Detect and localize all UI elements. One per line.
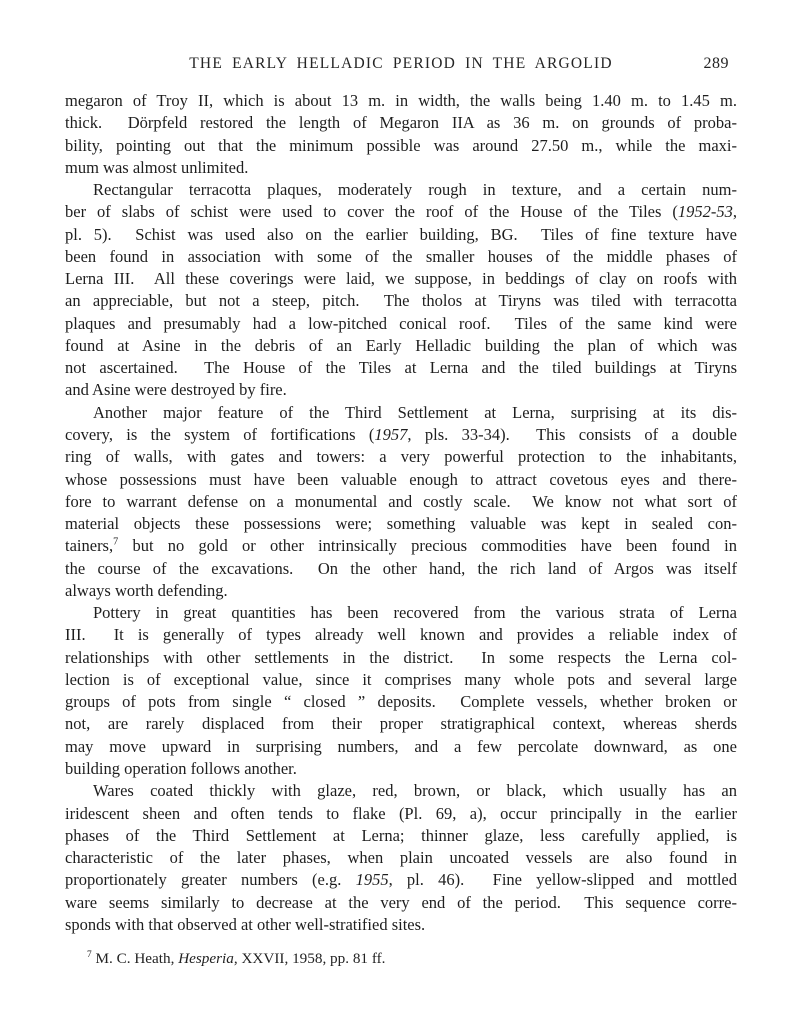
text-line: Rectangular terracotta plaques, moderately rough in texture, and a certain num- (93, 180, 737, 200)
text-line: fore to warrant defense on a monumental and costly scale. We know not what sort of (65, 491, 737, 511)
text-line: not ascertained. The House of the Tiles at Lerna and the tiled buildings at Tiryns (65, 358, 737, 378)
text-line: thick. Dörpfeld restored the length of Megaron IIA as 36 m. on grounds of proba- (65, 113, 737, 133)
text-line: ware seems similarly to decrease at the very end of the period. This sequence corre- (65, 892, 737, 912)
text-line: characteristic of the later phases, when plain uncoated vessels are also found in (65, 848, 737, 868)
text-line: iridescent sheen and often tends to flake (Pl. 69, a), occur principally in the earlier (65, 803, 737, 823)
text-line: plaques and presumably had a low-pitched conical roof. Tiles of the same kind were (65, 313, 737, 333)
footnote: $^7$ M. C. Heath, Hesperia, XXVII, 1958, pp. 81 ff. (87, 949, 386, 967)
text-line: relationships with other settlements in the district. In some respects the Lerna col- (65, 647, 737, 667)
paragraph (65, 780, 737, 936)
text-line: building operation follows another. (65, 758, 297, 778)
text-line: covery, is the system of fortifications (1957, pls. 33-34). This consists of a double (65, 424, 737, 444)
text-line: lection is of exceptional value, since it comprises many whole pots and several large (65, 669, 737, 689)
page-title: THE EARLY HELLADIC PERIOD IN THE ARGOLID (189, 55, 613, 72)
running-header (65, 55, 737, 77)
text-line: an appreciable, but not a steep, pitch. The tholos at Tiryns was tiled with terracotta (65, 291, 737, 311)
text-line: material objects these possessions were; something valuable was kept in sealed con- (65, 514, 737, 534)
paragraph (65, 402, 737, 602)
text-line: Lerna III. All these coverings were laid, we suppose, in beddings of clay on roofs with (65, 269, 737, 289)
text-line: megaron of Troy II, which is about 13 m. in width, the walls being 1.40 m. to 1.45 m. (65, 91, 737, 110)
page-number: 289 (703, 55, 729, 72)
text-line: III. It is generally of types already well known and provides a reliable index of (65, 625, 737, 645)
text-line: ber of slabs of schist were used to cover the roof of the House of the Tiles (1952-53, (65, 202, 737, 222)
paragraph (65, 90, 737, 179)
text-line: mum was almost unlimited. (65, 157, 249, 177)
text-line: phases of the Third Settlement at Lerna; thinner glaze, less carefully applied, is (65, 825, 737, 845)
text-line: the course of the excavations. On the other hand, the rich land of Argos was itself (65, 558, 737, 578)
text-line: and Asine were destroyed by fire. (65, 380, 287, 400)
text-line: Wares coated thickly with glaze, red, brown, or black, which usually has an (93, 781, 737, 801)
text-line: found at Asine in the debris of an Early Helladic building the plan of which was (65, 335, 737, 355)
text-line: tainers,$^7$ but no gold or other intrinsically precious commodities have been found in (65, 536, 737, 556)
text-line: been found in association with some of the smaller houses of the middle phases of (65, 246, 737, 266)
text-line: groups of pots from single “ closed ” deposits. Complete vessels, whether broken or (65, 692, 737, 712)
text-line: always worth defending. (65, 580, 228, 600)
text-line: ring of walls, with gates and towers: a very powerful protection to the inhabitants, (65, 447, 737, 467)
text-line: not, are rarely displaced from their proper stratigraphical context, whereas sherds (65, 714, 737, 734)
text-line: Pottery in great quantities has been recovered from the various strata of Lerna (93, 603, 737, 623)
body-text (65, 90, 737, 936)
text-line: Another major feature of the Third Settlement at Lerna, surprising at its dis- (93, 402, 737, 422)
text-line: proportionately greater numbers (e.g. 1955, pl. 46). Fine yellow-slipped and mottled (65, 870, 737, 890)
text-line: sponds with that observed at other well-stratified sites. (65, 914, 426, 934)
paragraph (65, 179, 737, 402)
text-line: may move upward in surprising numbers, and a few percolate downward, as one (65, 736, 737, 756)
text-line: bility, pointing out that the minimum possible was around 27.50 m., while the maxi- (65, 135, 737, 155)
text-line: whose possessions must have been valuable enough to attract covetous eyes and there- (65, 469, 737, 489)
text-line: pl. 5). Schist was used also on the earlier building, BG. Tiles of fine texture have (65, 224, 737, 244)
paragraph (65, 602, 737, 780)
